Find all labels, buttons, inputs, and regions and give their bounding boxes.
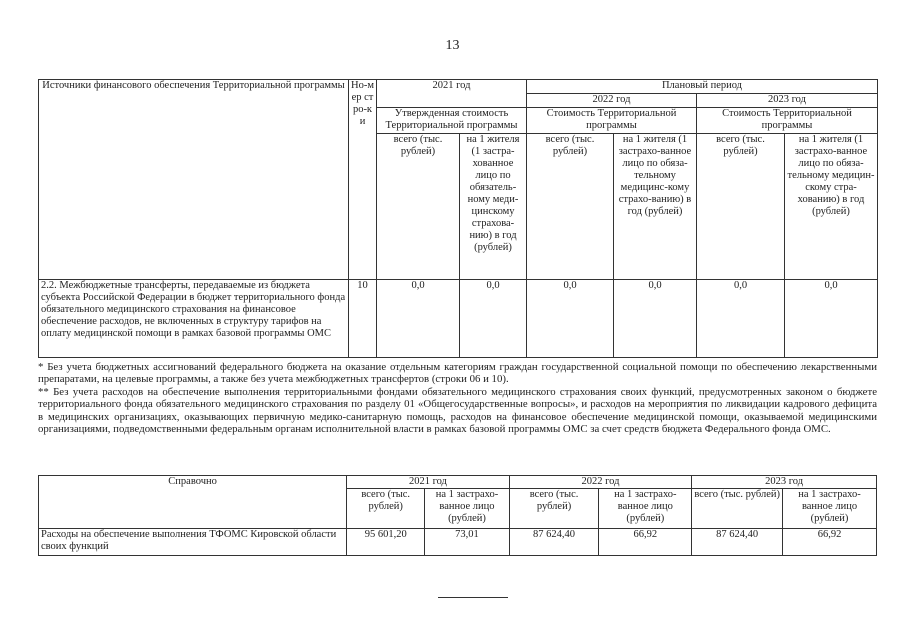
ref-header-row-1 bbox=[39, 476, 877, 489]
page-number: 13 bbox=[445, 38, 460, 53]
header-cost-2023: Стоимость Территориальной программы bbox=[697, 108, 878, 134]
header-per-capita-2023: на 1 жителя (1 застрахо-ванное лицо по обяза-тельному медицин-скому стра-хованию) в год (рублей) bbox=[785, 134, 878, 280]
row-label: 2.2. Межбюджетные трансферты, передаваемые из бюджета субъекта Российской Федерации в бюджет территориального фонда обязательного медицинского страхования на финансовое обеспечение расходов, не включенных в структуру тарифов на оплату медицинской помощи в рамках базовой программы ОМС bbox=[39, 280, 349, 358]
ref-header-year-2021: 2021 год bbox=[347, 476, 510, 489]
ref-cell-per-capita-2023: 66,92 bbox=[783, 529, 877, 556]
header-total-2021: всего (тыс. рублей) bbox=[377, 134, 460, 280]
ref-header-year-2022: 2022 год bbox=[509, 476, 692, 489]
cell-per-capita-2021: 0,0 bbox=[460, 280, 527, 358]
header-year-2023: 2023 год bbox=[697, 94, 878, 108]
ref-cell-total-2022: 87 624,40 bbox=[509, 529, 599, 556]
cell-total-2022: 0,0 bbox=[527, 280, 614, 358]
ref-header-reference: Справочно bbox=[39, 476, 347, 529]
header-row-number: Но-мер стро-ки bbox=[349, 80, 377, 280]
table-row bbox=[39, 529, 877, 556]
reference-table bbox=[38, 475, 877, 556]
ref-header-per-capita-2021: на 1 застрахо-ванное лицо (рублей) bbox=[425, 489, 509, 529]
cell-per-capita-2022: 0,0 bbox=[614, 280, 697, 358]
header-total-2023: всего (тыс. рублей) bbox=[697, 134, 785, 280]
header-per-capita-2022: на 1 жителя (1 застрахо-ванное лицо по обяза-тельному медицинс-кому страхо-ванию) в год (рублей) bbox=[614, 134, 697, 280]
footnotes bbox=[38, 361, 877, 435]
header-year-2022: 2022 год bbox=[527, 94, 697, 108]
footnote-2: ** Без учета расходов на обеспечение выполнения территориальными фондами обязательного медицинского страхования своих функций, предусмотренных законом о бюджете территориального фонда обязательного медицинского страхования по разделу 01 «Общегосударственные вопросы», и расходов на мероприятия по ликвидации кадрового дефицита в медицинских организациях, оказывающих первичную медико-санитарную помощь, расходов на финансовое обеспечение медицинской помощи, оказываемой медицинскими организациями, подведомственными федеральным органам исполнительной власти в рамках базовой программы ОМС за счет средств бюджета Федерального фонда ОМС. bbox=[38, 385, 877, 436]
ref-cell-total-2021: 95 601,20 bbox=[347, 529, 425, 556]
ref-header-total-2021: всего (тыс. рублей) bbox=[347, 489, 425, 529]
ref-cell-total-2023: 87 624,40 bbox=[692, 529, 783, 556]
header-cost-2022: Стоимость Территориальной программы bbox=[527, 108, 697, 134]
header-row-1 bbox=[39, 80, 878, 94]
header-per-capita-2021: на 1 жителя (1 застра-хованное лицо по обязатель-ному меди-цинскому страхова-нию) в год (рублей) bbox=[460, 134, 527, 280]
ref-header-per-capita-2023: на 1 застрахо-ванное лицо (рублей) bbox=[783, 489, 877, 529]
ref-header-total-2022: всего (тыс. рублей) bbox=[509, 489, 599, 529]
ref-header-year-2023: 2023 год bbox=[692, 476, 877, 489]
cell-total-2023: 0,0 bbox=[697, 280, 785, 358]
table-row bbox=[39, 280, 878, 358]
financing-sources-table bbox=[38, 79, 878, 358]
header-planning-period: Плановый период bbox=[527, 80, 878, 94]
ref-cell-per-capita-2022: 66,92 bbox=[599, 529, 692, 556]
ref-row-label: Расходы на обеспечение выполнения ТФОМС Кировской области своих функций bbox=[39, 529, 347, 556]
header-total-2022: всего (тыс. рублей) bbox=[527, 134, 614, 280]
row-number: 10 bbox=[349, 280, 377, 358]
ref-cell-per-capita-2021: 73,01 bbox=[425, 529, 509, 556]
ref-header-total-2023: всего (тыс. рублей) bbox=[692, 489, 783, 529]
cell-per-capita-2023: 0,0 bbox=[785, 280, 878, 358]
header-sources: Источники финансового обеспечения Территориальной программы bbox=[39, 80, 349, 280]
header-approved-cost: Утвержденная стоимость Территориальной программы bbox=[377, 108, 527, 134]
footnote-1: * Без учета бюджетных ассигнований федерального бюджета на оказание отдельным категориям граждан государственной социальной помощи по обеспечению лекарственными препаратами, на целевые программы, а также без учета межбюджетных трансфертов (строки 06 и 10). bbox=[38, 361, 877, 386]
cell-total-2021: 0,0 bbox=[377, 280, 460, 358]
ref-header-per-capita-2022: на 1 застрахо-ванное лицо (рублей) bbox=[599, 489, 692, 529]
header-year-2021: 2021 год bbox=[377, 80, 527, 108]
bottom-rule bbox=[438, 597, 508, 598]
